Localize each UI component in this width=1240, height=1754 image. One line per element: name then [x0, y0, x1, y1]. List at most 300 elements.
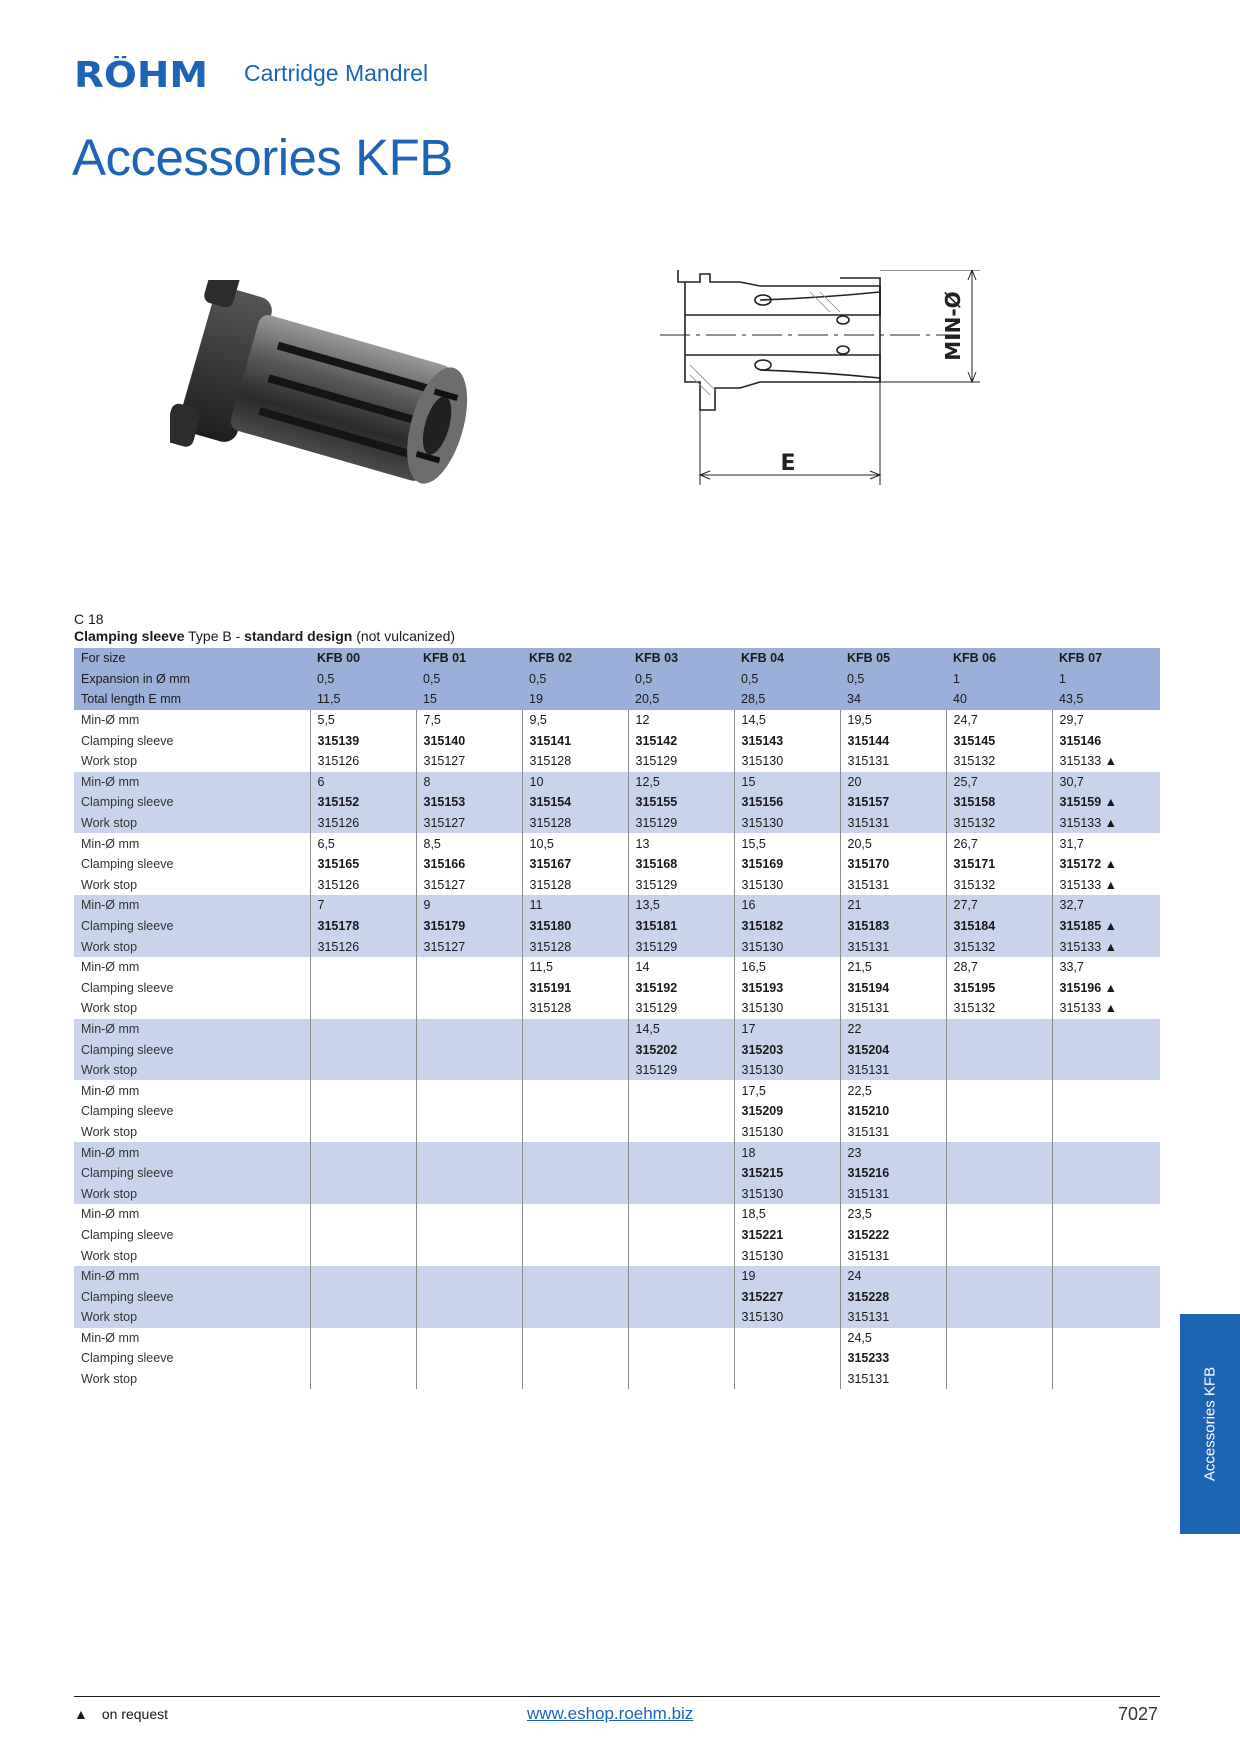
min-diameter-row [74, 1142, 1160, 1163]
sleeve-part-number: 315221 [734, 1225, 840, 1246]
min-diameter-cell [416, 1142, 522, 1163]
work-stop-part-number: 315128 [522, 751, 628, 772]
work-stop-row [74, 751, 1160, 772]
row-label: Work stop [81, 1248, 138, 1263]
min-diameter-cell [734, 1328, 840, 1349]
work-stop-part-number: 315131 [840, 1060, 946, 1081]
min-diameter-row [74, 710, 1160, 731]
work-stop-part-number: 315132 [946, 936, 1052, 957]
min-diameter-cell [1052, 1266, 1160, 1287]
sleeve-part-number: 315209 [734, 1101, 840, 1122]
min-diameter-cell: 13 [628, 833, 734, 854]
work-stop-row [74, 1060, 1160, 1081]
row-label: Min-Ø mm [74, 895, 310, 916]
row-label: Clamping sleeve [81, 857, 174, 872]
min-diameter-cell [522, 1019, 628, 1040]
work-stop-part-number: 315129 [628, 998, 734, 1019]
min-diameter-cell [416, 1080, 522, 1101]
sleeve-part-number: 315185 ▲ [1052, 916, 1160, 937]
work-stop-part-number: 315131 [840, 936, 946, 957]
work-stop-part-number [946, 1245, 1052, 1266]
min-diameter-cell: 12,5 [628, 772, 734, 793]
header-cell: KFB 07 [1052, 648, 1160, 669]
size-header-row [74, 648, 1160, 669]
work-stop-part-number [416, 1060, 522, 1081]
header-cell: KFB 01 [416, 648, 522, 669]
min-diameter-cell: 29,7 [1052, 710, 1160, 731]
sleeve-part-number [1052, 1286, 1160, 1307]
work-stop-part-number [1052, 1183, 1160, 1204]
roehm-logo [74, 56, 210, 92]
dim-e-label: E [780, 451, 796, 476]
sleeve-part-number [416, 1348, 522, 1369]
work-stop-part-number [1052, 1245, 1160, 1266]
sleeve-part-number: 315159 ▲ [1052, 792, 1160, 813]
footer-legend [74, 1706, 168, 1722]
sleeve-part-number [946, 1101, 1052, 1122]
work-stop-part-number: 315133 ▲ [1052, 875, 1160, 896]
work-stop-part-number: 315132 [946, 875, 1052, 896]
sleeve-part-number: 315157 [840, 792, 946, 813]
min-diameter-cell [1052, 1142, 1160, 1163]
work-stop-part-number: 315127 [416, 936, 522, 957]
clamping-sleeve-row [74, 1286, 1160, 1307]
row-label: For size [74, 648, 310, 669]
work-stop-row [74, 1245, 1160, 1266]
work-stop-row [74, 875, 1160, 896]
min-diameter-cell: 32,7 [1052, 895, 1160, 916]
sleeve-part-number [628, 1101, 734, 1122]
work-stop-part-number [628, 1245, 734, 1266]
min-diameter-cell [1052, 1080, 1160, 1101]
work-stop-part-number [946, 1369, 1052, 1390]
sleeve-part-number: 315180 [522, 916, 628, 937]
side-tab [1180, 1314, 1240, 1534]
work-stop-part-number: 315130 [734, 1245, 840, 1266]
work-stop-part-number: 315129 [628, 751, 734, 772]
sleeve-part-number: 315216 [840, 1163, 946, 1184]
min-diameter-cell [310, 1204, 416, 1225]
sleeve-part-number: 315227 [734, 1286, 840, 1307]
sleeve-part-number: 315228 [840, 1286, 946, 1307]
sleeve-part-number: 315143 [734, 730, 840, 751]
min-diameter-cell [628, 1080, 734, 1101]
work-stop-part-number: 315126 [310, 751, 416, 772]
min-diameter-row [74, 1204, 1160, 1225]
min-diameter-cell: 31,7 [1052, 833, 1160, 854]
work-stop-part-number: 315127 [416, 875, 522, 896]
work-stop-part-number [1052, 1060, 1160, 1081]
caption-part-4: (not vulcanized) [352, 628, 456, 644]
work-stop-part-number: 315133 ▲ [1052, 936, 1160, 957]
work-stop-part-number [310, 1183, 416, 1204]
work-stop-part-number: 315131 [840, 1369, 946, 1390]
work-stop-part-number [628, 1183, 734, 1204]
min-diameter-cell: 18 [734, 1142, 840, 1163]
min-diameter-cell [628, 1204, 734, 1225]
sleeve-part-number: 315165 [310, 854, 416, 875]
sleeve-part-number: 315172 ▲ [1052, 854, 1160, 875]
sleeve-part-number: 315178 [310, 916, 416, 937]
min-diameter-cell: 14,5 [734, 710, 840, 731]
min-diameter-cell: 6 [310, 772, 416, 793]
row-label: Min-Ø mm [74, 772, 310, 793]
sleeve-part-number: 315204 [840, 1039, 946, 1060]
row-label: Work stop [81, 877, 138, 892]
work-stop-part-number: 315132 [946, 751, 1052, 772]
work-stop-row [74, 1307, 1160, 1328]
row-label: Clamping sleeve [81, 733, 174, 748]
sleeve-part-number: 315183 [840, 916, 946, 937]
header-cell: KFB 05 [840, 648, 946, 669]
header-cell: 0,5 [628, 669, 734, 690]
sleeve-part-number: 315196 ▲ [1052, 978, 1160, 999]
work-stop-row [74, 1369, 1160, 1390]
section-code: C 18 [74, 611, 104, 627]
work-stop-part-number [522, 1183, 628, 1204]
sleeve-part-number: 315210 [840, 1101, 946, 1122]
clamping-sleeve-row [74, 1039, 1160, 1060]
side-tab-label: Accessories KFB [1201, 1366, 1219, 1482]
sleeve-part-number [522, 1286, 628, 1307]
min-diameter-row [74, 1328, 1160, 1349]
row-label: Clamping sleeve [74, 1039, 310, 1060]
row-label: Min-Ø mm [81, 1330, 140, 1345]
work-stop-part-number: 315128 [522, 998, 628, 1019]
work-stop-row [74, 998, 1160, 1019]
sleeve-part-number: 315171 [946, 854, 1052, 875]
sleeve-part-number [416, 1225, 522, 1246]
sleeve-part-number [416, 1163, 522, 1184]
min-diameter-cell [946, 1204, 1052, 1225]
min-diameter-cell: 21,5 [840, 957, 946, 978]
sleeve-part-number: 315166 [416, 854, 522, 875]
sleeve-part-number [310, 1039, 416, 1060]
min-diameter-row [74, 957, 1160, 978]
header-cell: KFB 00 [310, 648, 416, 669]
work-stop-part-number: 315130 [734, 1183, 840, 1204]
sleeve-part-number [946, 1348, 1052, 1369]
work-stop-row [74, 813, 1160, 834]
work-stop-part-number [416, 1122, 522, 1143]
header-cell: 0,5 [310, 669, 416, 690]
row-label: Work stop [81, 754, 138, 769]
work-stop-part-number [522, 1369, 628, 1390]
sleeve-part-number: 315222 [840, 1225, 946, 1246]
min-diameter-cell: 28,7 [946, 957, 1052, 978]
sleeve-part-number: 315152 [310, 792, 416, 813]
min-diameter-row [74, 833, 1160, 854]
work-stop-part-number [310, 1307, 416, 1328]
work-stop-part-number: 315130 [734, 875, 840, 896]
website-link[interactable]: www.eshop.roehm.biz [527, 1704, 694, 1723]
min-diameter-row [74, 772, 1160, 793]
min-diameter-cell: 33,7 [1052, 957, 1160, 978]
sleeve-part-number [310, 1101, 416, 1122]
clamping-sleeve-row [74, 978, 1160, 999]
work-stop-part-number [1052, 1369, 1160, 1390]
sleeve-part-number [522, 1101, 628, 1122]
min-diameter-cell: 6,5 [310, 833, 416, 854]
header-cell: 11,5 [310, 689, 416, 710]
min-diameter-cell [416, 957, 522, 978]
row-label: Expansion in Ø mm [74, 669, 310, 690]
work-stop-part-number [946, 1060, 1052, 1081]
sleeve-part-number: 315184 [946, 916, 1052, 937]
min-diameter-cell: 13,5 [628, 895, 734, 916]
work-stop-part-number: 315127 [416, 751, 522, 772]
work-stop-part-number: 315130 [734, 751, 840, 772]
sleeve-part-number [628, 1163, 734, 1184]
work-stop-row [74, 1122, 1160, 1143]
work-stop-part-number: 315129 [628, 813, 734, 834]
sleeve-part-number [416, 1101, 522, 1122]
work-stop-part-number: 315131 [840, 1307, 946, 1328]
header-cell: 1 [1052, 669, 1160, 690]
min-diameter-cell [310, 1266, 416, 1287]
row-label: Clamping sleeve [81, 980, 174, 995]
row-label: Min-Ø mm [74, 1019, 310, 1040]
row-label: Clamping sleeve [81, 1351, 174, 1366]
sleeve-part-number: 315169 [734, 854, 840, 875]
header-cell: 0,5 [734, 669, 840, 690]
work-stop-part-number [416, 1307, 522, 1328]
clamping-sleeve-row [74, 854, 1160, 875]
min-diameter-cell: 12 [628, 710, 734, 731]
work-stop-part-number: 315128 [522, 936, 628, 957]
min-diameter-cell [946, 1328, 1052, 1349]
min-diameter-cell: 16,5 [734, 957, 840, 978]
row-label: Min-Ø mm [81, 713, 140, 728]
work-stop-part-number: 315126 [310, 875, 416, 896]
work-stop-part-number: 315130 [734, 1060, 840, 1081]
min-diameter-cell [310, 957, 416, 978]
sleeve-part-number [946, 1225, 1052, 1246]
sleeve-part-number [628, 1225, 734, 1246]
min-diameter-cell: 5,5 [310, 710, 416, 731]
sleeve-part-number: 315154 [522, 792, 628, 813]
sleeve-part-number: 315202 [628, 1039, 734, 1060]
min-diameter-cell: 22 [840, 1019, 946, 1040]
sleeve-part-number: 315145 [946, 730, 1052, 751]
min-diameter-cell: 10 [522, 772, 628, 793]
row-label: Work stop [74, 1307, 310, 1328]
work-stop-part-number [1052, 1307, 1160, 1328]
min-diameter-cell: 11,5 [522, 957, 628, 978]
row-label: Min-Ø mm [81, 1207, 140, 1222]
min-diameter-row [74, 1266, 1160, 1287]
row-label: Work stop [81, 1124, 138, 1139]
sleeve-part-number: 315195 [946, 978, 1052, 999]
row-label: Work stop [74, 1060, 310, 1081]
sleeve-part-number: 315191 [522, 978, 628, 999]
work-stop-part-number [416, 1369, 522, 1390]
row-label: Clamping sleeve [81, 1227, 174, 1242]
sleeve-part-number: 315215 [734, 1163, 840, 1184]
work-stop-part-number [310, 1060, 416, 1081]
total-length-row [74, 689, 1160, 710]
work-stop-part-number: 315130 [734, 1307, 840, 1328]
work-stop-part-number [946, 1183, 1052, 1204]
legend-text: on request [101, 1706, 169, 1722]
clamping-sleeve-row [74, 792, 1160, 813]
row-label: Min-Ø mm [74, 1142, 310, 1163]
row-label: Clamping sleeve [81, 1104, 174, 1119]
min-diameter-cell [946, 1142, 1052, 1163]
min-diameter-cell: 17 [734, 1019, 840, 1040]
min-diameter-cell [416, 1266, 522, 1287]
work-stop-part-number: 315132 [946, 998, 1052, 1019]
sleeve-part-number [310, 1225, 416, 1246]
header-cell: 34 [840, 689, 946, 710]
work-stop-part-number: 315131 [840, 1245, 946, 1266]
work-stop-part-number [946, 1122, 1052, 1143]
sleeve-part-number [416, 1039, 522, 1060]
work-stop-part-number [416, 998, 522, 1019]
min-diameter-cell: 14,5 [628, 1019, 734, 1040]
min-diameter-cell [522, 1328, 628, 1349]
work-stop-part-number: 315128 [522, 875, 628, 896]
min-diameter-cell: 7 [310, 895, 416, 916]
min-diameter-cell: 27,7 [946, 895, 1052, 916]
work-stop-part-number [628, 1122, 734, 1143]
caption-part-1: Clamping sleeve [74, 628, 185, 644]
sleeve-part-number [1052, 1163, 1160, 1184]
work-stop-part-number [310, 998, 416, 1019]
min-diameter-cell [416, 1328, 522, 1349]
work-stop-part-number: 315126 [310, 813, 416, 834]
row-label: Work stop [81, 1001, 138, 1016]
sleeve-part-number: 315233 [840, 1348, 946, 1369]
min-diameter-cell: 21 [840, 895, 946, 916]
min-diameter-cell: 19 [734, 1266, 840, 1287]
clamping-sleeve-row [74, 1163, 1160, 1184]
work-stop-part-number: 315130 [734, 1122, 840, 1143]
work-stop-part-number: 315126 [310, 936, 416, 957]
min-diameter-cell [628, 1266, 734, 1287]
sleeve-part-number [1052, 1225, 1160, 1246]
sleeve-part-number: 315139 [310, 730, 416, 751]
work-stop-part-number [522, 1307, 628, 1328]
work-stop-part-number [946, 1307, 1052, 1328]
sleeve-part-number: 315179 [416, 916, 522, 937]
min-diameter-cell: 22,5 [840, 1080, 946, 1101]
min-diameter-cell: 23 [840, 1142, 946, 1163]
sleeve-part-number: 315192 [628, 978, 734, 999]
row-label: Work stop [74, 1183, 310, 1204]
work-stop-part-number [310, 1122, 416, 1143]
min-diameter-cell: 17,5 [734, 1080, 840, 1101]
work-stop-part-number: 315129 [628, 936, 734, 957]
sleeve-part-number [946, 1286, 1052, 1307]
work-stop-part-number [628, 1369, 734, 1390]
header-cell: 1 [946, 669, 1052, 690]
sleeve-part-number: 315194 [840, 978, 946, 999]
page-number: 7027 [1118, 1704, 1159, 1724]
sleeve-part-number [628, 1286, 734, 1307]
min-diameter-cell: 11 [522, 895, 628, 916]
min-diameter-cell: 14 [628, 957, 734, 978]
dim-min-label: MIN-Ø [941, 291, 965, 361]
sleeve-part-number [1052, 1101, 1160, 1122]
min-diameter-cell: 7,5 [416, 710, 522, 731]
row-label: Min-Ø mm [81, 836, 140, 851]
min-diameter-cell [628, 1142, 734, 1163]
work-stop-part-number: 315131 [840, 751, 946, 772]
min-diameter-cell: 16 [734, 895, 840, 916]
clamping-sleeve-row [74, 730, 1160, 751]
row-label: Work stop [74, 936, 310, 957]
header-cell: 0,5 [416, 669, 522, 690]
min-diameter-row [74, 1019, 1160, 1040]
work-stop-part-number [628, 1307, 734, 1328]
on-request-icon: ▲ [74, 1706, 88, 1722]
work-stop-part-number [522, 1060, 628, 1081]
sleeve-part-number [946, 1039, 1052, 1060]
sleeve-part-number [310, 1163, 416, 1184]
min-diameter-cell [310, 1142, 416, 1163]
header-cell: 40 [946, 689, 1052, 710]
min-diameter-cell: 25,7 [946, 772, 1052, 793]
sleeve-part-number [310, 1286, 416, 1307]
sleeve-part-number: 315141 [522, 730, 628, 751]
min-diameter-cell: 15,5 [734, 833, 840, 854]
sleeve-part-number: 315167 [522, 854, 628, 875]
header-cell: 20,5 [628, 689, 734, 710]
work-stop-part-number: 315133 ▲ [1052, 751, 1160, 772]
work-stop-part-number: 315131 [840, 1122, 946, 1143]
header-cell: 43,5 [1052, 689, 1160, 710]
work-stop-part-number [416, 1245, 522, 1266]
sleeve-part-number [522, 1039, 628, 1060]
min-diameter-cell [946, 1019, 1052, 1040]
row-label: Clamping sleeve [74, 792, 310, 813]
min-diameter-cell [522, 1266, 628, 1287]
work-stop-part-number [1052, 1122, 1160, 1143]
min-diameter-cell: 19,5 [840, 710, 946, 731]
sleeve-part-number: 315193 [734, 978, 840, 999]
sleeve-part-number [416, 978, 522, 999]
sleeve-part-number [1052, 1348, 1160, 1369]
row-label: Min-Ø mm [81, 960, 140, 975]
sleeve-part-number [310, 1348, 416, 1369]
sleeve-part-number [416, 1286, 522, 1307]
min-diameter-cell: 23,5 [840, 1204, 946, 1225]
min-diameter-cell [416, 1204, 522, 1225]
footer-divider [74, 1696, 1160, 1697]
header-cell: KFB 04 [734, 648, 840, 669]
work-stop-part-number [734, 1369, 840, 1390]
clamping-sleeve-row [74, 1101, 1160, 1122]
min-diameter-cell: 10,5 [522, 833, 628, 854]
min-diameter-cell [946, 1080, 1052, 1101]
min-diameter-cell [310, 1328, 416, 1349]
clamping-sleeve-row [74, 916, 1160, 937]
min-diameter-cell [522, 1142, 628, 1163]
row-label: Clamping sleeve [74, 1286, 310, 1307]
min-diameter-row [74, 1080, 1160, 1101]
sleeve-part-number [734, 1348, 840, 1369]
min-diameter-cell: 20 [840, 772, 946, 793]
min-diameter-cell [628, 1328, 734, 1349]
work-stop-part-number: 315130 [734, 813, 840, 834]
work-stop-part-number: 315131 [840, 813, 946, 834]
min-diameter-cell [416, 1019, 522, 1040]
sleeve-part-number [522, 1163, 628, 1184]
sleeve-part-number: 315146 [1052, 730, 1160, 751]
min-diameter-cell [946, 1266, 1052, 1287]
sleeve-part-number [522, 1348, 628, 1369]
